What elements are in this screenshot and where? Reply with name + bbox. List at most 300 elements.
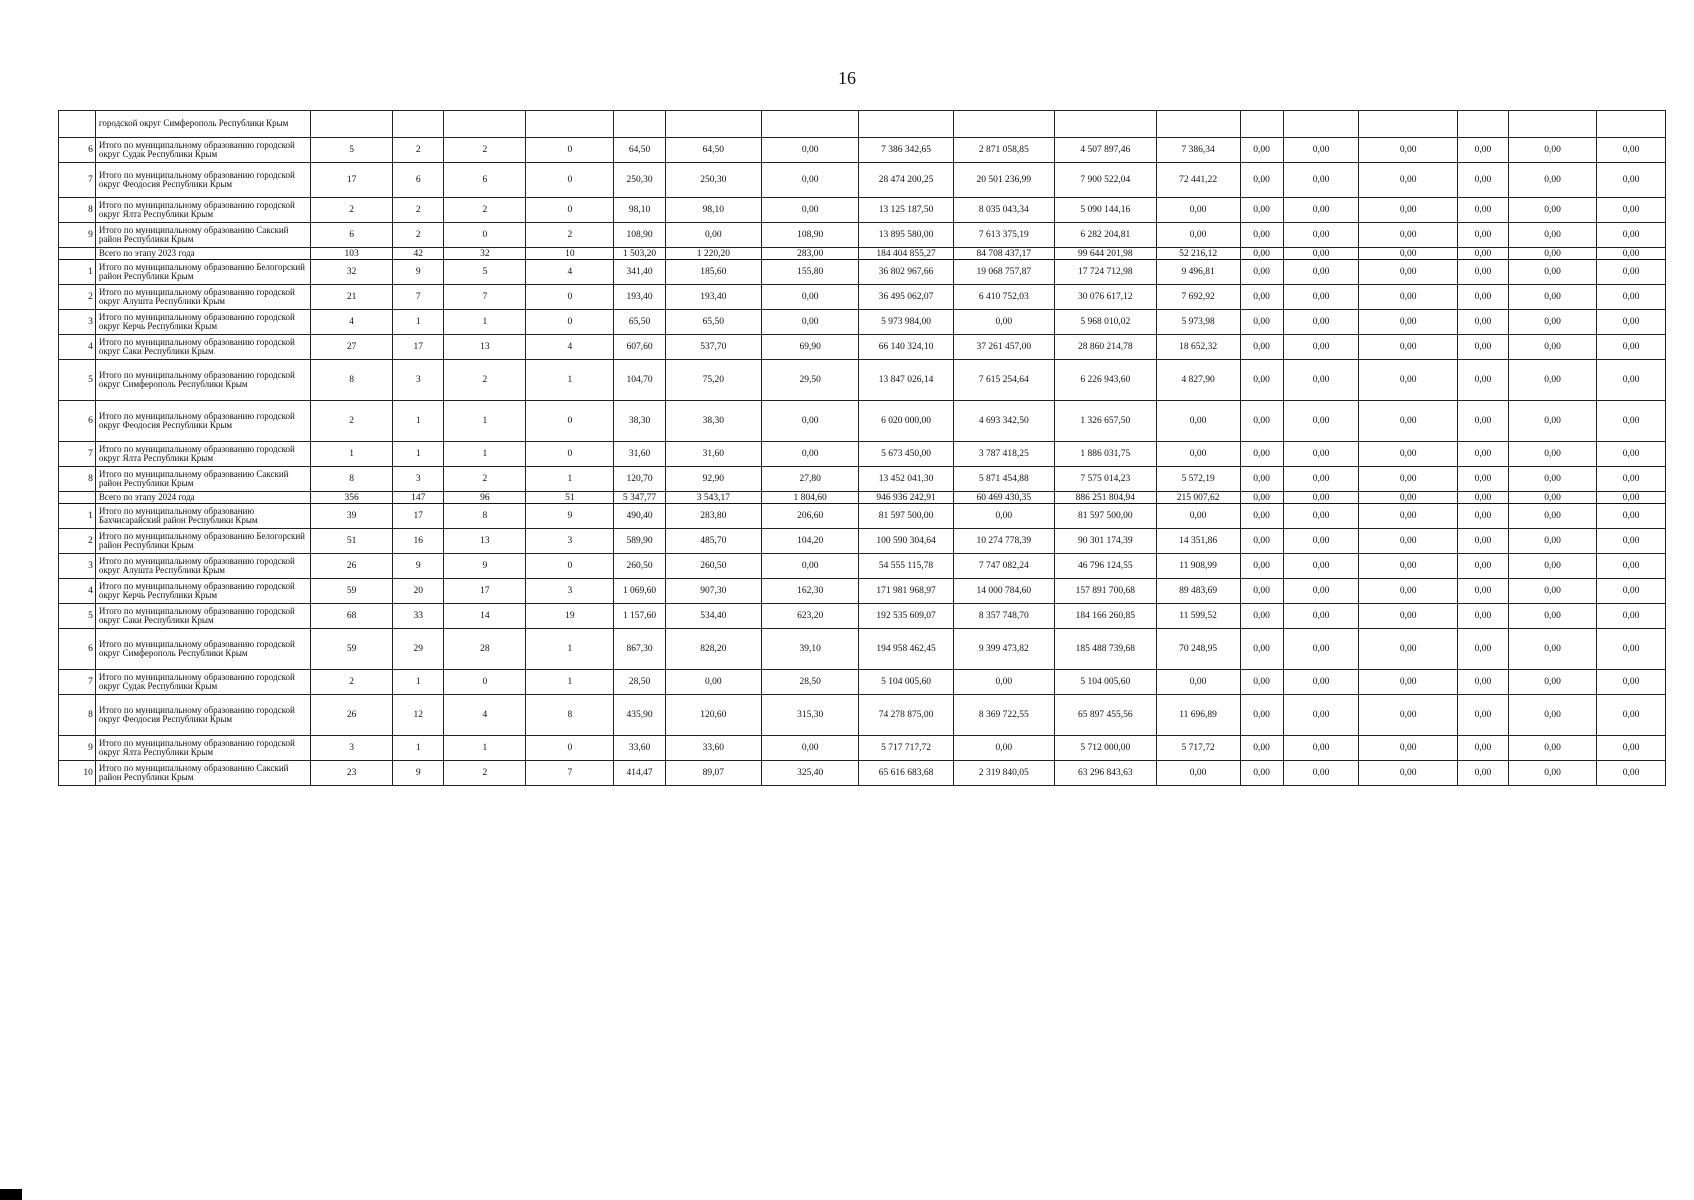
value-cell: 0,00 [953,670,1054,695]
table-row [59,529,1666,554]
value-cell: 27,80 [762,467,859,492]
value-cell: 215 007,62 [1156,492,1240,504]
value-cell: 52 216,12 [1156,248,1240,260]
municipality-name: Итого по муниципальному образованию Сакский район Республики Крым [95,761,310,786]
value-cell: 0,00 [1283,467,1359,492]
municipality-name: Итого по муниципальному образованию городской округ Саки Республики Крым [95,604,310,629]
value-cell: 867,30 [614,629,665,670]
value-cell: 607,60 [614,335,665,360]
value-cell: 7 [526,761,614,786]
value-cell: 28,50 [762,670,859,695]
value-cell: 68 [311,604,393,629]
value-cell: 0,00 [1457,285,1508,310]
value-cell: 51 [311,529,393,554]
municipality-name: Итого по муниципальному образованию Белогорский район Республики Крым [95,529,310,554]
value-cell: 0,00 [1283,260,1359,285]
value-cell: 4 [444,695,526,736]
value-cell: 12 [393,695,444,736]
value-cell [665,111,761,138]
value-cell: 0,00 [953,736,1054,761]
value-cell: 0,00 [1457,442,1508,467]
municipality-name: Всего по этапу 2023 года [95,248,310,260]
value-cell: 5 973,98 [1156,310,1240,335]
value-cell: 0,00 [1156,504,1240,529]
value-cell: 260,50 [614,554,665,579]
value-cell: 7 386,34 [1156,138,1240,163]
row-number: 8 [59,467,96,492]
value-cell: 1 [526,360,614,401]
row-number [59,248,96,260]
value-cell: 9 [393,260,444,285]
value-cell: 0,00 [762,442,859,467]
value-cell: 2 319 840,05 [953,761,1054,786]
value-cell: 6 410 752,03 [953,285,1054,310]
municipality-name: Итого по муниципальному образованию городской округ Ялта Республики Крым [95,442,310,467]
value-cell: 4 827,90 [1156,360,1240,401]
value-cell: 0,00 [1597,335,1666,360]
value-cell: 341,40 [614,260,665,285]
value-cell: 0,00 [1283,401,1359,442]
municipality-name: городской округ Симферополь Республики Крым [95,111,310,138]
value-cell [444,111,526,138]
value-cell: 0,00 [1509,695,1597,736]
value-cell: 0,00 [1283,695,1359,736]
value-cell [859,111,953,138]
value-cell: 28 860 214,78 [1055,335,1156,360]
value-cell: 63 296 843,63 [1055,761,1156,786]
value-cell: 0,00 [1156,442,1240,467]
value-cell: 0,00 [1240,248,1283,260]
row-number: 4 [59,335,96,360]
value-cell: 28 474 200,25 [859,163,953,198]
municipality-name: Итого по муниципальному образованию городской округ Судак Республики Крым [95,138,310,163]
value-cell: 1 [393,401,444,442]
value-cell: 0,00 [1359,335,1457,360]
value-cell: 17 724 712,98 [1055,260,1156,285]
row-number: 9 [59,223,96,248]
value-cell: 65,50 [665,310,761,335]
value-cell [1457,111,1508,138]
value-cell: 0,00 [1240,198,1283,223]
row-number: 10 [59,761,96,786]
value-cell: 0,00 [1359,198,1457,223]
value-cell: 1 326 657,50 [1055,401,1156,442]
value-cell: 32 [311,260,393,285]
table-row [59,198,1666,223]
value-cell: 0,00 [1283,285,1359,310]
value-cell: 9 496,81 [1156,260,1240,285]
value-cell: 5 104 005,60 [1055,670,1156,695]
value-cell: 0,00 [1457,260,1508,285]
value-cell: 0,00 [1457,467,1508,492]
value-cell [1156,111,1240,138]
value-cell: 1 [526,467,614,492]
municipality-name: Всего по этапу 2024 года [95,492,310,504]
value-cell: 0,00 [1359,138,1457,163]
value-cell [1283,111,1359,138]
value-cell: 260,50 [665,554,761,579]
value-cell [311,111,393,138]
value-cell: 8 369 722,55 [953,695,1054,736]
value-cell: 4 [526,260,614,285]
value-cell: 14 351,86 [1156,529,1240,554]
value-cell: 4 [526,335,614,360]
value-cell: 65 616 683,68 [859,761,953,786]
total-row [59,248,1666,260]
row-number: 1 [59,260,96,285]
value-cell: 36 802 967,66 [859,260,953,285]
row-number [59,492,96,504]
value-cell: 0,00 [1509,163,1597,198]
value-cell: 1 [444,442,526,467]
value-cell: 1 [444,310,526,335]
value-cell: 17 [311,163,393,198]
value-cell: 0,00 [1457,761,1508,786]
value-cell: 0,00 [1240,335,1283,360]
value-cell: 490,40 [614,504,665,529]
value-cell: 0,00 [1359,360,1457,401]
data-table [58,110,1666,786]
value-cell: 0,00 [1597,492,1666,504]
value-cell: 0,00 [1240,629,1283,670]
value-cell: 26 [311,695,393,736]
row-number: 2 [59,529,96,554]
value-cell: 0,00 [1240,736,1283,761]
value-cell [1597,111,1666,138]
value-cell: 0,00 [1597,442,1666,467]
value-cell: 2 [393,198,444,223]
value-cell: 2 [444,360,526,401]
value-cell: 193,40 [665,285,761,310]
value-cell: 1 [393,310,444,335]
value-cell: 3 787 418,25 [953,442,1054,467]
value-cell: 0 [526,198,614,223]
value-cell: 907,30 [665,579,761,604]
value-cell: 8 [311,467,393,492]
value-cell: 0,00 [1156,670,1240,695]
value-cell: 19 [526,604,614,629]
table-row [59,629,1666,670]
value-cell: 1 [444,736,526,761]
value-cell: 0,00 [1240,223,1283,248]
value-cell: 171 981 968,97 [859,579,953,604]
table-row [59,310,1666,335]
value-cell: 0,00 [1283,360,1359,401]
value-cell: 0,00 [1597,529,1666,554]
value-cell: 7 615 254,64 [953,360,1054,401]
value-cell: 0,00 [1283,670,1359,695]
value-cell: 0,00 [1240,529,1283,554]
value-cell: 0,00 [1283,554,1359,579]
value-cell: 0,00 [1457,310,1508,335]
value-cell: 0,00 [1597,629,1666,670]
value-cell: 7 386 342,65 [859,138,953,163]
value-cell: 1 [393,736,444,761]
value-cell: 0,00 [1457,401,1508,442]
value-cell: 8 [311,360,393,401]
value-cell: 206,60 [762,504,859,529]
value-cell: 0,00 [1240,360,1283,401]
value-cell: 0,00 [1240,492,1283,504]
value-cell: 0,00 [1359,604,1457,629]
municipality-name: Итого по муниципальному образованию городской округ Керчь Республики Крым [95,310,310,335]
value-cell: 9 [444,554,526,579]
value-cell: 1 [526,629,614,670]
value-cell: 356 [311,492,393,504]
value-cell: 5 572,19 [1156,467,1240,492]
value-cell: 7 747 082,24 [953,554,1054,579]
value-cell: 16 [393,529,444,554]
value-cell: 96 [444,492,526,504]
value-cell: 0,00 [1156,223,1240,248]
value-cell: 3 543,17 [665,492,761,504]
value-cell: 283,80 [665,504,761,529]
value-cell: 250,30 [614,163,665,198]
value-cell: 0,00 [1156,198,1240,223]
value-cell: 0,00 [665,223,761,248]
value-cell: 157 891 700,68 [1055,579,1156,604]
value-cell: 2 [393,223,444,248]
value-cell: 8 [444,504,526,529]
value-cell: 75,20 [665,360,761,401]
value-cell: 0,00 [762,401,859,442]
value-cell: 0,00 [1597,360,1666,401]
value-cell: 3 [393,360,444,401]
value-cell: 2 [311,198,393,223]
value-cell: 0,00 [1597,138,1666,163]
value-cell: 184 404 855,27 [859,248,953,260]
value-cell: 5 871 454,88 [953,467,1054,492]
value-cell: 0,00 [1509,670,1597,695]
value-cell: 4 507 897,46 [1055,138,1156,163]
value-cell: 0,00 [1509,360,1597,401]
value-cell: 120,60 [665,695,761,736]
value-cell: 0,00 [1509,629,1597,670]
value-cell: 0 [526,285,614,310]
municipality-name: Итого по муниципальному образованию городской округ Алушта Республики Крым [95,285,310,310]
value-cell: 0,00 [1597,401,1666,442]
value-cell: 1 [526,670,614,695]
value-cell: 0,00 [1457,248,1508,260]
row-number: 6 [59,629,96,670]
value-cell: 5 717,72 [1156,736,1240,761]
value-cell: 104,70 [614,360,665,401]
value-cell: 0,00 [1359,163,1457,198]
value-cell: 1 069,60 [614,579,665,604]
value-cell: 0,00 [1509,335,1597,360]
value-cell: 147 [393,492,444,504]
value-cell: 14 [444,604,526,629]
table-row [59,285,1666,310]
value-cell: 0,00 [1359,401,1457,442]
value-cell: 162,30 [762,579,859,604]
value-cell: 0,00 [953,310,1054,335]
value-cell: 1 [444,401,526,442]
value-cell: 84 708 437,17 [953,248,1054,260]
municipality-name: Итого по муниципальному образованию городской округ Феодосия Республики Крым [95,695,310,736]
value-cell: 0,00 [1457,138,1508,163]
value-cell: 0,00 [1597,198,1666,223]
value-cell: 29,50 [762,360,859,401]
value-cell: 26 [311,554,393,579]
value-cell: 0,00 [762,554,859,579]
value-cell: 0 [526,163,614,198]
value-cell: 5 968 010,02 [1055,310,1156,335]
value-cell: 2 [393,138,444,163]
value-cell: 485,70 [665,529,761,554]
table-row [59,138,1666,163]
value-cell: 0,00 [1359,761,1457,786]
value-cell: 1 804,60 [762,492,859,504]
value-cell: 0,00 [1240,138,1283,163]
value-cell: 3 [526,579,614,604]
value-cell: 0,00 [1240,604,1283,629]
value-cell: 38,30 [614,401,665,442]
value-cell: 64,50 [614,138,665,163]
table-row [59,579,1666,604]
value-cell: 23 [311,761,393,786]
table-row [59,260,1666,285]
row-number: 7 [59,442,96,467]
value-cell: 65,50 [614,310,665,335]
value-cell [393,111,444,138]
row-number: 6 [59,401,96,442]
value-cell: 0,00 [1240,260,1283,285]
value-cell: 6 282 204,81 [1055,223,1156,248]
value-cell: 0,00 [1597,579,1666,604]
value-cell: 184 166 260,85 [1055,604,1156,629]
value-cell: 0,00 [1240,442,1283,467]
value-cell: 33,60 [614,736,665,761]
value-cell: 13 [444,335,526,360]
value-cell: 65 897 455,56 [1055,695,1156,736]
value-cell: 0,00 [1457,629,1508,670]
municipality-name: Итого по муниципальному образованию городской округ Саки Республики Крым [95,335,310,360]
value-cell: 54 555 115,78 [859,554,953,579]
value-cell: 0,00 [1359,223,1457,248]
row-number: 7 [59,163,96,198]
value-cell: 0 [444,670,526,695]
value-cell: 0,00 [1240,467,1283,492]
value-cell: 37 261 457,00 [953,335,1054,360]
value-cell: 0,00 [665,670,761,695]
value-cell: 0,00 [1597,504,1666,529]
value-cell: 9 [526,504,614,529]
value-cell: 0 [526,554,614,579]
value-cell: 2 [444,761,526,786]
table-row [59,467,1666,492]
value-cell: 0,00 [1240,504,1283,529]
table-row [59,401,1666,442]
municipality-name: Итого по муниципальному образованию городской округ Керчь Республики Крым [95,579,310,604]
value-cell: 534,40 [665,604,761,629]
value-cell: 98,10 [614,198,665,223]
value-cell: 6 [444,163,526,198]
value-cell: 1 157,60 [614,604,665,629]
value-cell: 0,00 [1509,504,1597,529]
value-cell [1240,111,1283,138]
value-cell: 0,00 [1597,467,1666,492]
value-cell: 7 900 522,04 [1055,163,1156,198]
table-row [59,442,1666,467]
value-cell: 0 [526,442,614,467]
value-cell: 32 [444,248,526,260]
value-cell: 3 [393,467,444,492]
municipality-name: Итого по муниципальному образованию Бахчисарайский район Республики Крым [95,504,310,529]
value-cell: 0,00 [1156,761,1240,786]
value-cell [1359,111,1457,138]
value-cell: 51 [526,492,614,504]
value-cell: 29 [393,629,444,670]
value-cell: 9 [393,554,444,579]
value-cell: 100 590 304,64 [859,529,953,554]
value-cell: 435,90 [614,695,665,736]
value-cell: 1 [393,442,444,467]
value-cell: 0,00 [1509,442,1597,467]
value-cell: 0,00 [1359,260,1457,285]
value-cell: 1 886 031,75 [1055,442,1156,467]
value-cell: 0,00 [1457,695,1508,736]
value-cell: 0,00 [1359,554,1457,579]
value-cell: 0,00 [953,504,1054,529]
value-cell: 0,00 [1359,467,1457,492]
value-cell: 7 575 014,23 [1055,467,1156,492]
value-cell: 414,47 [614,761,665,786]
municipality-name: Итого по муниципальному образованию городской округ Феодосия Республики Крым [95,401,310,442]
table-row [59,670,1666,695]
value-cell: 5 347,77 [614,492,665,504]
value-cell: 0,00 [1509,604,1597,629]
value-cell: 0,00 [1283,736,1359,761]
value-cell: 10 [526,248,614,260]
value-cell: 13 452 041,30 [859,467,953,492]
value-cell: 0,00 [1597,163,1666,198]
value-cell: 0,00 [1359,670,1457,695]
value-cell: 185 488 739,68 [1055,629,1156,670]
value-cell: 90 301 174,39 [1055,529,1156,554]
value-cell: 0,00 [762,163,859,198]
value-cell: 2 [444,138,526,163]
municipality-name: Итого по муниципальному образованию городской округ Судак Республики Крым [95,670,310,695]
row-number: 5 [59,604,96,629]
value-cell: 4 [311,310,393,335]
municipality-name: Итого по муниципальному образованию городской округ Симферополь Республики Крым [95,360,310,401]
value-cell: 0,00 [1597,736,1666,761]
value-cell: 74 278 875,00 [859,695,953,736]
value-cell: 3 [526,529,614,554]
value-cell: 0,00 [1240,670,1283,695]
value-cell: 72 441,22 [1156,163,1240,198]
value-cell: 8 035 043,34 [953,198,1054,223]
value-cell: 33,60 [665,736,761,761]
value-cell [953,111,1054,138]
value-cell: 0,00 [1359,736,1457,761]
value-cell: 31,60 [614,442,665,467]
value-cell: 33 [393,604,444,629]
value-cell: 0,00 [1509,285,1597,310]
table-row [59,335,1666,360]
value-cell: 0,00 [1457,335,1508,360]
value-cell: 537,70 [665,335,761,360]
value-cell: 66 140 324,10 [859,335,953,360]
value-cell: 11 696,89 [1156,695,1240,736]
value-cell: 0,00 [1240,163,1283,198]
value-cell: 4 693 342,50 [953,401,1054,442]
value-cell: 1 503,20 [614,248,665,260]
value-cell: 623,20 [762,604,859,629]
value-cell: 108,90 [614,223,665,248]
value-cell: 0,00 [1457,504,1508,529]
